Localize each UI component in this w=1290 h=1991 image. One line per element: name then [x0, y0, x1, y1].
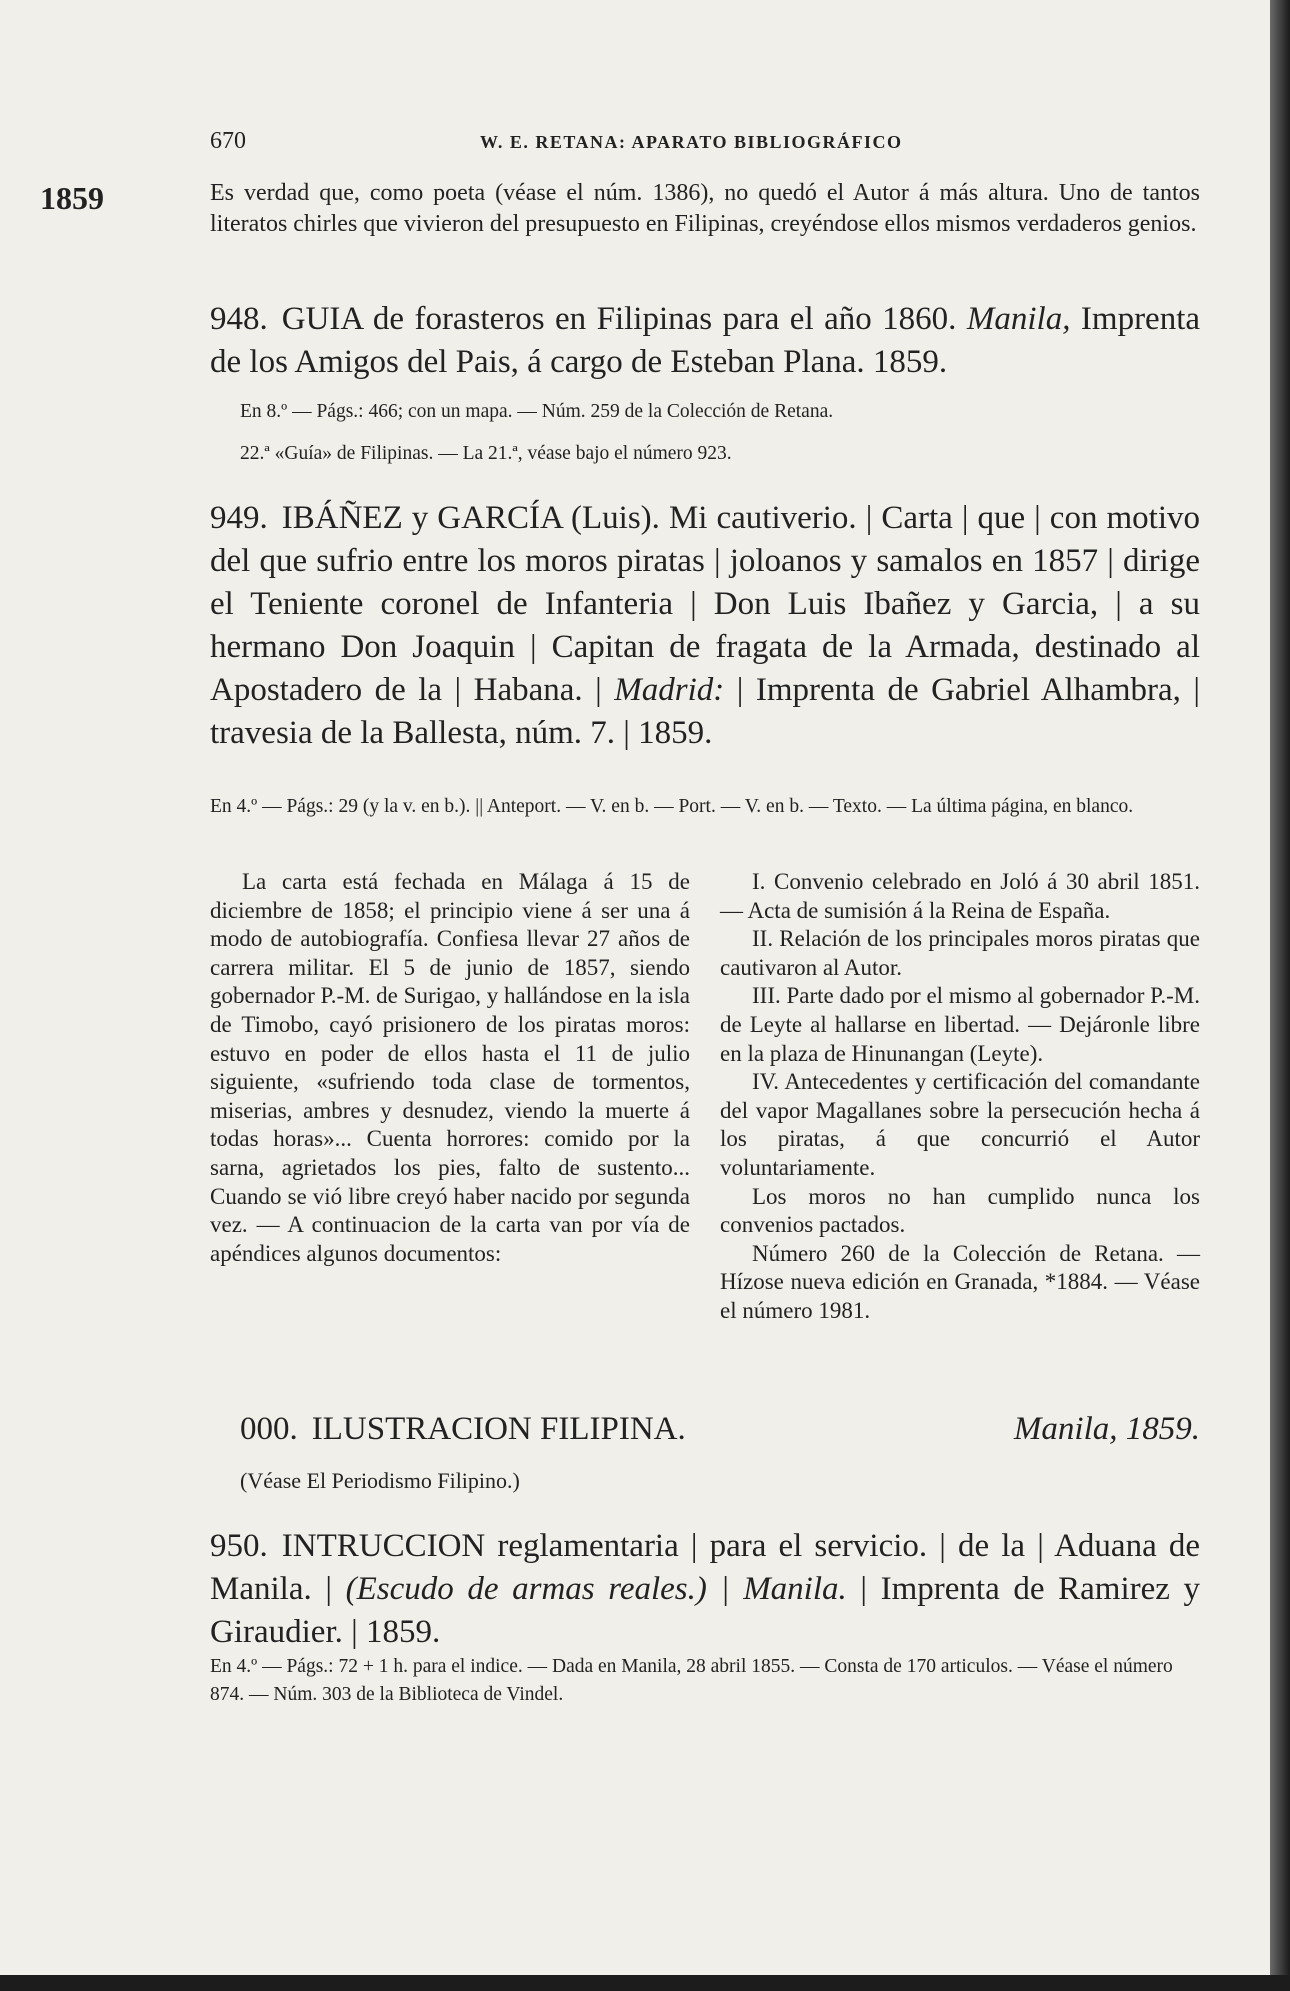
appendix-item: Los moros no han cumplido nunca los convenios pactados.	[720, 1183, 1200, 1238]
entry-title: GUIA de forasteros en Filipinas para el año 1860.	[281, 301, 957, 337]
entry-949-note: En 4.º — Págs.: 29 (y la v. en b.). || Anteport. — V. en b. — Port. — V. en b. — Texto. — La última página, en blanco.	[210, 796, 1134, 817]
scan-edge-right	[1270, 0, 1290, 1991]
running-head	[210, 128, 1190, 158]
entry-number: 950.	[210, 1528, 268, 1564]
entry-948-heading	[210, 298, 1200, 384]
entry-place: (Escudo de armas reales.) | Manila.	[345, 1571, 847, 1607]
entry-number: 948.	[210, 301, 268, 337]
margin-year: 1859	[40, 180, 104, 216]
entry-948-note-2: 22.ª «Guía» de Filipinas. — La 21.ª, véase bajo el número 923.	[240, 443, 732, 464]
entry-imprint: Imprenta de los Amigos del Pais, á cargo de Esteban Plana. 1859.	[210, 301, 1201, 380]
entry-place: Madrid:	[614, 672, 725, 708]
entry-title: IBÁÑEZ y GARCÍA (Luis). Mi cautiverio. | Carta | que | con motivo del que sufrio entre los moros piratas | joloanos y samalos en 1857 | dirige el Teniente coronel de Infanteria | Don Luis Ibañez y Garcia, | a su hermano Don Joaquin | Capitan de fragata de la Armada, destinado al Apostadero de la | Habana. |	[210, 500, 1200, 708]
appendix-item: I. Convenio celebrado en Joló á 30 abril 1851. — Acta de sumisión á la Reina de España.	[720, 869, 1200, 923]
page-number: 670	[210, 128, 246, 154]
scan-edge-bottom	[0, 1975, 1290, 1991]
entry-000-note: (Véase El Periodismo Filipino.)	[240, 1468, 520, 1493]
appendix-item: IV. Antecedentes y certificación del comandante del vapor Magallanes sobre la persecución hecha á los piratas, á que concurrió el Autor voluntariamente.	[720, 1069, 1200, 1180]
intro-paragraph: Es verdad que, como poeta (véase el núm. 1386), no quedó el Autor á más altura. Uno de tantos literatos chirles que vivieron del presupuesto en Filipinas, creyéndose ellos mismos verdaderos genios.	[210, 180, 1200, 237]
entry-place: Manila, 1859.	[1013, 1411, 1200, 1447]
entry-949-column-right	[720, 868, 1200, 1326]
entry-title: ILUSTRACION FILIPINA.	[311, 1411, 686, 1447]
entry-title: INTRUCCION reglamentaria | para el servicio. | de la | Aduana de Manila. |	[210, 1528, 1200, 1607]
entry-imprint: | Imprenta de Ramirez y Giraudier. | 1859.	[210, 1571, 1201, 1650]
entry-imprint: | Imprenta de Gabriel Alhambra, | travesia de la Ballesta, núm. 7. | 1859.	[210, 672, 1201, 751]
entry-950-heading	[210, 1525, 1200, 1654]
entry-948-note-1: En 8.º — Págs.: 466; con un mapa. — Núm. 259 de la Colección de Retana.	[240, 401, 834, 422]
appendix-item: II. Relación de los principales moros piratas que cautivaron al Autor.	[720, 926, 1200, 980]
entry-number: 949.	[210, 500, 268, 536]
entry-000-heading	[240, 1408, 1200, 1451]
header-title: W. E. RETANA: APARATO BIBLIOGRÁFICO	[480, 132, 903, 152]
entry-number: 000.	[240, 1411, 298, 1447]
entry-950-note: En 4.º — Págs.: 72 + 1 h. para el indice. — Dada en Manila, 28 abril 1855. — Consta de 170 articulos. — Véase el número 874. — Núm. 303 de la Biblioteca de Vindel.	[210, 1656, 1173, 1705]
appendix-item: III. Parte dado por el mismo al gobernador P.-M. de Leyte al hallarse en libertad. — Dejáronle libre en la plaza de Hinunangan (Leyte).	[720, 983, 1200, 1066]
entry-949-column-left: La carta está fechada en Málaga á 15 de diciembre de 1858; el principio viene á ser una á modo de autobiografía. Confiesa llevar 27 años de carrera militar. El 5 de junio de 1857, siendo gobernador P.-M. de Surigao, y hallándose en la isla de Timobo, cayó prisionero de los piratas moros: estuvo en poder de ellos hasta el 11 de julio siguiente, «sufriendo toda clase de tormentos, miserias, ambres y desnudez, viendo la muerte á todas horas»... Cuenta horrores: comido por la sarna, agrietados los pies, falto de sustento... Cuando se vió libre creyó haber nacido por segunda vez. — A continuacion de la carta van por vía de apéndices algunos documentos:	[210, 869, 690, 1266]
entry-place: Manila,	[966, 301, 1071, 337]
entry-949-heading	[210, 497, 1200, 755]
appendix-item: Número 260 de la Colección de Retana. — Hízose nueva edición en Granada, *1884. — Véase el número 1981.	[720, 1240, 1200, 1323]
